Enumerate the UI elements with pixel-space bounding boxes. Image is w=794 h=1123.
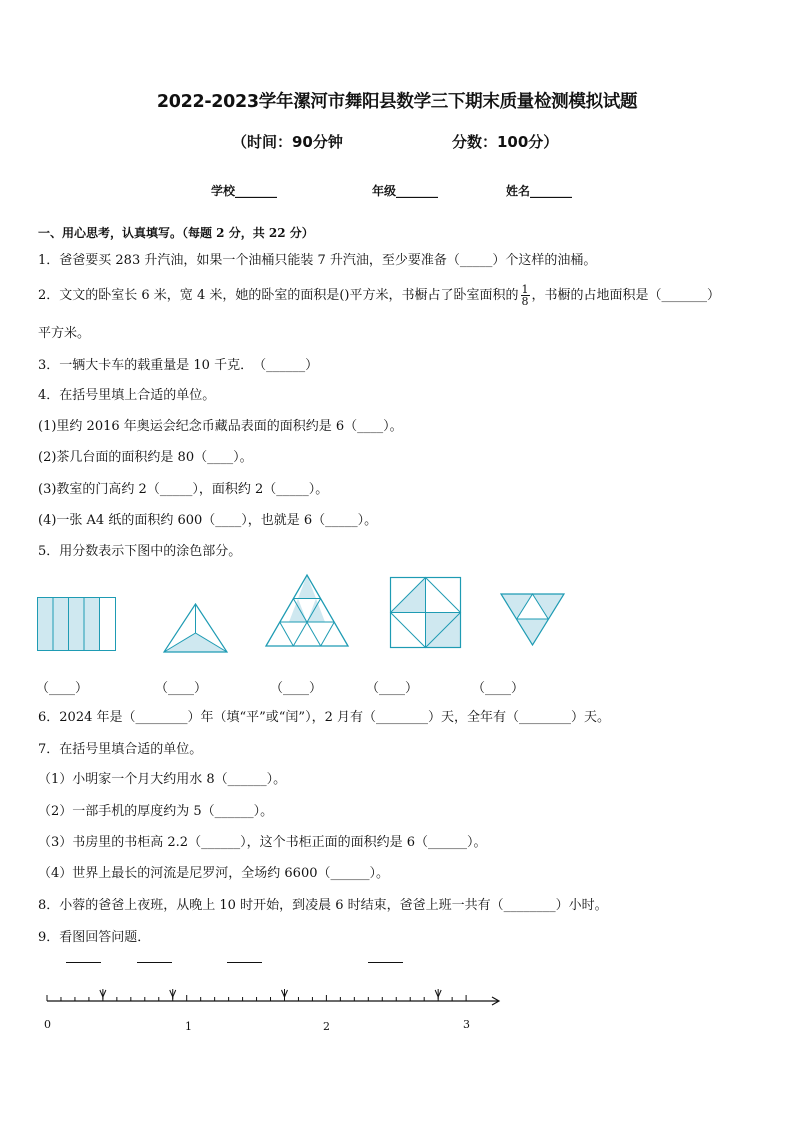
question-9: 9．看图回答问题． (38, 930, 151, 945)
inverted-triangle-shaded (533, 594, 565, 619)
question-7-4: （4）世界上最长的河流是尼罗河，全场约 6600（______）。 (38, 866, 389, 881)
question-7: 7．在括号里填合适的单位。 (38, 742, 203, 757)
question-4-1: (1)里约 2016 年奥运会纪念币藏品表面的面积约是 6（____）。 (38, 419, 403, 434)
number-line (40, 984, 510, 1014)
exam-score: 分数：100分） (452, 133, 559, 151)
answer-line[interactable] (137, 962, 172, 963)
page-title: 2022-2023学年漯河市舞阳县数学三下期末质量检测模拟试题 (156, 92, 638, 112)
question-4: 4．在括号里填上合适的单位。 (38, 388, 216, 403)
answer-line[interactable] (227, 962, 262, 963)
grade-field: 年级_______ (372, 184, 439, 198)
figure-square-diamond (390, 577, 462, 648)
answer-blank-figure-3[interactable]: （____） (270, 681, 323, 696)
question-2-part-a: 2．文文的卧室长 6 米，宽 4 米，她的卧室的面积是()平方米，书橱占了卧室面积的 (38, 288, 519, 303)
question-7-2: （2）一部手机的厚度约为 5（______）。 (38, 804, 274, 819)
school-field: 学校_______ (211, 184, 278, 198)
answer-line[interactable] (66, 962, 101, 963)
fraction-one-eighth (521, 284, 530, 307)
answer-blank-figure-1[interactable]: （____） (36, 681, 89, 696)
figure-triangle-grid (265, 574, 349, 647)
answer-blank-figure-4[interactable]: （____） (366, 681, 419, 696)
triangle-shaded-part (164, 633, 227, 652)
triangle-grid-line (280, 622, 294, 646)
question-3: 3．一辆大卡车的载重量是 10 千克． （______） (38, 358, 319, 373)
question-6: 6．2024 年是（________）年（填“平”或“闰”），2 月有（________）天，全年有（________）天。 (38, 710, 610, 725)
question-1: 1．爸爸要买 283 升汽油，如果一个油桶只能装 7 升汽油，至少要准备（_____）个这样的油桶。 (38, 253, 597, 268)
question-2-continued: 平方米。 (38, 326, 91, 341)
triangle-grid-line (321, 622, 335, 646)
exam-time: （时间：90分钟 (232, 133, 343, 151)
number-line-label-3: 3 (463, 1018, 470, 1031)
question-5: 5．用分数表示下图中的涂色部分。 (38, 544, 242, 559)
question-2-part-b: ，书橱的占地面积是（_______） (531, 288, 721, 303)
question-4-4: (4)一张 A4 纸的面积约 600（____），也就是 6（_____）。 (38, 513, 378, 528)
fraction-numerator: 1 (521, 283, 529, 296)
number-line-label-1: 1 (185, 1020, 192, 1033)
number-line-label-0: 0 (44, 1018, 51, 1031)
fraction-denominator: 8 (521, 295, 529, 308)
question-7-3: （3）书房里的书柜高 2.2（______），这个书柜正面的面积约是 6（______）。 (38, 835, 487, 850)
answer-blank-figure-5[interactable]: （____） (472, 681, 525, 696)
figure-inverted-triangle (500, 593, 565, 646)
figure-rectangle-strips (37, 597, 119, 652)
name-field: 姓名_______ (506, 184, 573, 198)
question-4-3: (3)教室的门高约 2（_____），面积约 2（_____）。 (38, 482, 329, 497)
inverted-triangle-shaded (501, 594, 533, 619)
section-heading: 一、用心思考，认真填写。（每题 2 分，共 22 分） (38, 226, 314, 240)
question-4-2: (2)茶几台面的面积约是 80（____）。 (38, 450, 253, 465)
question-7-1: （1）小明家一个月大约用水 8（______）。 (38, 772, 287, 787)
figure-triangle-centroid (163, 603, 228, 653)
answer-line[interactable] (368, 962, 403, 963)
number-line-label-2: 2 (323, 1020, 330, 1033)
question-8: 8．小蓉的爸爸上夜班，从晚上 10 时开始，到凌晨 6 时结束，爸爸上班一共有（________）小时。 (38, 898, 608, 913)
answer-blank-figure-2[interactable]: （____） (155, 681, 208, 696)
question-2 (38, 284, 720, 307)
inverted-triangle-shaded (517, 619, 549, 645)
